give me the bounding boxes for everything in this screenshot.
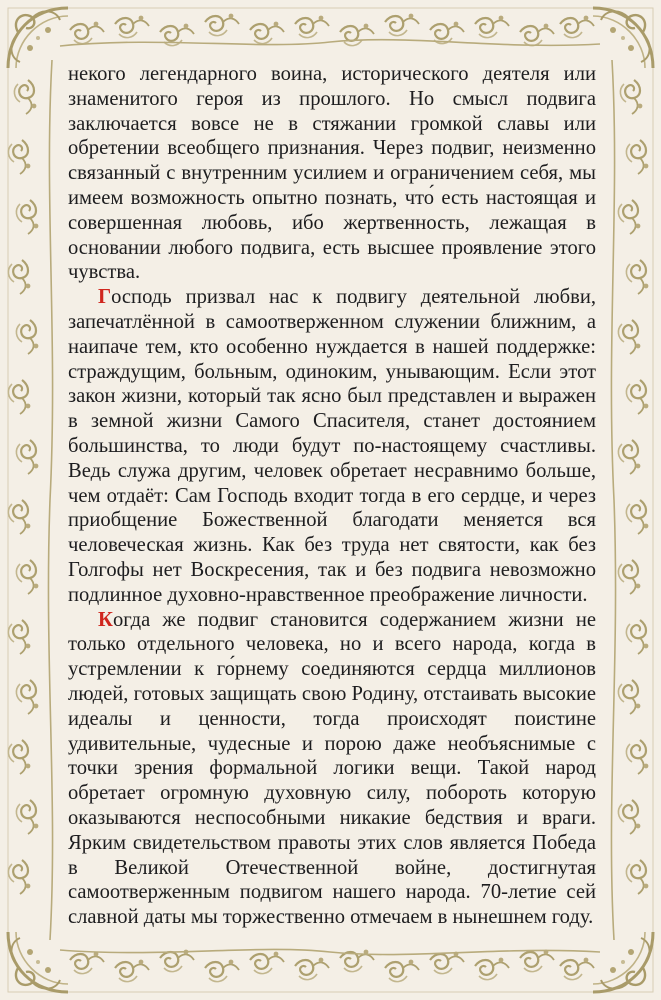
body-text xyxy=(68,62,596,930)
paragraph-text: огда же подвиг становится содержанием жизни не только отдельного человека, но и всего народа, когда в устремлении к го́рнему соединяются сердца миллионов людей, готовых защищать свою Родину, отстаивать высокие идеалы и ценности, тогда происходят поистине удивительные, чудесные и порою даже необъяснимые с точки зрения формальной логики вещи. Такой народ обретает огромную духовную силу, побороть которую оказываются неспособными никакие бедствия и враги. Ярким свидетельством правоты этих слов является Победа в Великой Отечественной войне, достигнутая самоотверженным подвигом нашего народа. 70-летие сей славной даты мы торжественно отмечаем в нынешнем году. xyxy=(68,608,596,929)
paragraph-3 xyxy=(68,608,596,930)
paragraph-text: некого легендарного воина, исторического деятеля или знаменитого героя из прошлого. Но смысл подвига заключается вовсе не в стяжании громкой славы или обретении всеобщего признания. Через подвиг, неизменно связанный с внутренним усилием и ограничением себя, мы имеем возможность опытно познать, что́ есть настоящая и совершенная любовь, ибо жертвенность, лежащая в основании любого подвига, есть высшее проявление этого чувства. xyxy=(68,63,596,284)
paragraph-initial: К xyxy=(98,608,113,631)
paragraph-1 xyxy=(68,62,596,285)
paragraph-text: осподь призвал нас к подвигу деятельной любви, запечатлённой в самоотверженном служении ближним, а наипаче тем, кто особенно нуждается в нашей поддержке: страждущим, больным, одиноким, унывающим. Если этот закон жизни, который так ясно был представлен и выражен в земной жизни Самого Спасителя, станет достоянием большинства, то люди будут по-настоящему счастливы. Ведь служа другим, человек обретает несравнимо больше, чем отдаёт: Сам Господь входит тогда в его сердце, и через приобщение Божественной благодати меняется вся человеческая жизнь. Как без труда нет святости, как без Голгофы нет Воскресения, так и без подвига невозможно подлинное духовно-нравственное преображение личности. xyxy=(68,286,596,606)
paragraph-2 xyxy=(68,285,596,607)
paragraph-initial: Г xyxy=(98,286,112,309)
